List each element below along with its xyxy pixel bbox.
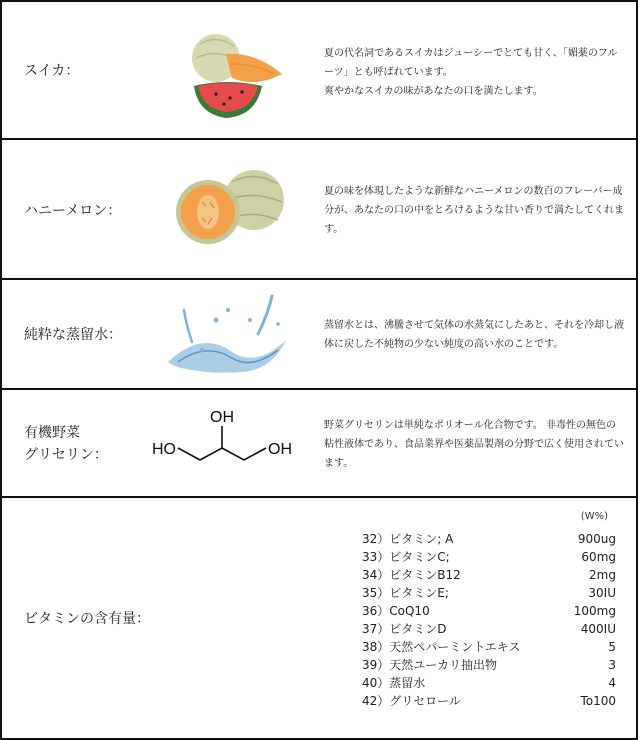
vitamin-value: 2mg bbox=[589, 568, 616, 582]
vitamin-value: 30IU bbox=[588, 586, 616, 600]
row-label: 純粋な蒸留水： bbox=[24, 327, 122, 343]
vitamin-name: 32）ビタミン; A bbox=[362, 532, 454, 546]
row-distilled-water bbox=[0, 278, 638, 390]
row-vitamin-content bbox=[0, 496, 638, 740]
row-honey-melon bbox=[0, 138, 638, 280]
vitamin-value: 5 bbox=[608, 640, 616, 654]
row-description: 夏の味を体現したような新鮮なハニーメロンの数百のフレーバー成分が、あなたの口の中をとろけるような甘い香りで満たしてくれます。 bbox=[324, 186, 624, 235]
vitamin-value: 100mg bbox=[573, 604, 616, 618]
row-description: 野菜グリセリンは単純なポリオール化合物です。 非毒性の無色の粘性液体であり、食品業界や医薬品製剤の分野で広く使用されています。 bbox=[324, 420, 624, 469]
vitamin-table bbox=[362, 508, 616, 710]
vitamin-row bbox=[362, 674, 616, 692]
vitamin-row bbox=[362, 692, 616, 710]
water-splash-image bbox=[162, 290, 292, 380]
row-label: スイカ： bbox=[24, 63, 80, 79]
row-description: 蒸留水とは、沸騰させて気体の水蒸気にしたあと、それを冷却し液体に戻した不純物の少ない純度の高い水のことです。 bbox=[324, 320, 624, 350]
glycerol-structure-diagram bbox=[150, 408, 300, 478]
molecule-top-oh: OH bbox=[210, 409, 234, 426]
row-vegetable-glycerin bbox=[0, 388, 638, 498]
vitamin-name: 42）グリセロール bbox=[362, 694, 461, 708]
row-label-line2: グリセリン： bbox=[24, 447, 108, 463]
vitamin-row bbox=[362, 566, 616, 584]
vitamin-row bbox=[362, 584, 616, 602]
vitamin-name: 40）蒸留水 bbox=[362, 676, 426, 690]
unit-label: (W%) bbox=[580, 511, 608, 522]
row-description: 夏の代名詞であるスイカはジューシーでとても甘く、「媚薬のフルーツ」とも呼ばれています。 爽やかなスイカの味があなたの口を満たします。 bbox=[324, 48, 618, 97]
vitamin-row bbox=[362, 530, 616, 548]
vitamin-name: 35）ビタミンE; bbox=[362, 586, 449, 600]
vitamin-value: 3 bbox=[608, 658, 616, 672]
vitamin-row bbox=[362, 548, 616, 566]
vitamin-row bbox=[362, 638, 616, 656]
honey-melon-image bbox=[172, 162, 290, 250]
vitamin-row bbox=[362, 656, 616, 674]
vitamin-name: 34）ビタミンB12 bbox=[362, 568, 461, 582]
row-label-line1: 有機野菜 bbox=[24, 425, 80, 441]
vitamin-name: 36）CoQ10 bbox=[362, 604, 430, 618]
vitamin-value: 900ug bbox=[577, 532, 616, 546]
vitamin-name: 37）ビタミンD bbox=[362, 622, 447, 636]
vitamin-row bbox=[362, 620, 616, 638]
vitamin-name: 39）天然ユーカリ抽出物 bbox=[362, 658, 498, 672]
molecule-right-oh: OH bbox=[268, 441, 292, 458]
vitamin-name: 38）天然ペパーミントエキス bbox=[362, 640, 521, 654]
vitamin-value: 60mg bbox=[581, 550, 616, 564]
row-watermelon bbox=[0, 0, 638, 140]
vitamin-row bbox=[362, 602, 616, 620]
molecule-left-ho: HO bbox=[152, 441, 176, 458]
vitamin-name: 33）ビタミンC; bbox=[362, 550, 450, 564]
vitamin-value: 4 bbox=[608, 676, 616, 690]
vitamin-value: 400IU bbox=[580, 622, 616, 636]
watermelon-melon-image bbox=[186, 24, 290, 120]
row-label: ビタミンの含有量： bbox=[24, 611, 150, 627]
vitamin-value: To100 bbox=[580, 694, 616, 708]
row-label: ハニーメロン： bbox=[24, 203, 122, 219]
